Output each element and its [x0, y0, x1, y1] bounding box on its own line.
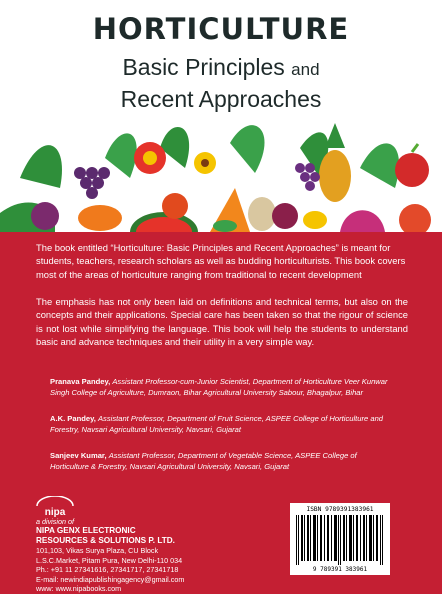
author-affiliation: Assistant Professor, Department of Fruit Science, ASPEE College of Horticulture and Forestry, Navsari Agricultural University, Navsari, Gujarat	[50, 414, 384, 434]
phone-line: Ph.: +91 11 27341616, 27341717, 27341718	[36, 565, 179, 574]
publisher-address	[36, 546, 184, 594]
barcode-bars	[296, 515, 384, 565]
isbn-digits: 9 789391 383961	[312, 566, 368, 573]
publisher-name	[36, 526, 175, 546]
subtitle-line-2: Recent Approaches	[120, 86, 322, 112]
description-paragraph-1: The book entitled “Horticulture: Basic Principles and Recent Approaches” is meant for students, teachers, research scholars as well as budding horticulturists. This book covers most of the areas of horticulture ranging from traditional to recent development	[36, 242, 406, 280]
subtitle-text: Basic Principles	[122, 54, 285, 80]
publisher-name-line-2: RESOURCES & SOLUTIONS P. LTD.	[36, 536, 175, 545]
isbn-label: ISBN 9789391383961	[306, 506, 374, 513]
address-line: 101,103, Vikas Surya Plaza, CU Block	[36, 546, 159, 555]
isbn-barcode	[290, 503, 390, 575]
nipa-logo	[35, 496, 75, 518]
publisher-name-line-1: NIPA GENX ELECTRONIC	[36, 526, 136, 535]
author-name: A.K. Pandey,	[50, 414, 96, 423]
author-entry	[50, 376, 390, 398]
author-name: Sanjeev Kumar,	[50, 451, 107, 460]
email-line: E-mail: newindiapublishingagency@gmail.com	[36, 574, 185, 584]
cover-illustration-panel	[0, 0, 442, 232]
website-line: www: www.nipabooks.com	[36, 584, 122, 593]
book-title: HORTICULTURE	[92, 12, 350, 46]
subtitle-line-1	[0, 54, 442, 81]
subtitle-and: and	[291, 60, 320, 79]
publisher-division: a division of	[36, 517, 74, 526]
author-entry	[50, 450, 390, 472]
address-line: L.S.C.Market, Pitam Pura, New Delhi-110 034	[36, 555, 183, 565]
description-paragraph-2: The emphasis has not only been laid on definitions and technical terms, but also on the concepts and their applications. Special care has been taken so that the rigour of science is not lost while simplifying the language. This book will help the students to understand basic and advance techniques and their utility in a very simple way.	[36, 296, 408, 348]
author-affiliation: Assistant Professor, Department of Vegetable Science, ASPEE College of Horticulture & Forestry, Navsari Agricultural University, Navsari, Gujarat	[50, 451, 357, 471]
fruits-vegetables-illustration	[0, 118, 442, 232]
logo-text: nipa	[44, 507, 66, 518]
author-affiliation: Assistant Professor-cum-Junior Scientist, Department of Horticulture Veer Kunwar Singh College of Agriculture, Dumraon, Bihar Agricultural University Sabour, Bhagalpur, Bihar	[50, 377, 388, 397]
author-name: Pranava Pandey,	[50, 377, 111, 386]
author-entry	[50, 413, 390, 435]
